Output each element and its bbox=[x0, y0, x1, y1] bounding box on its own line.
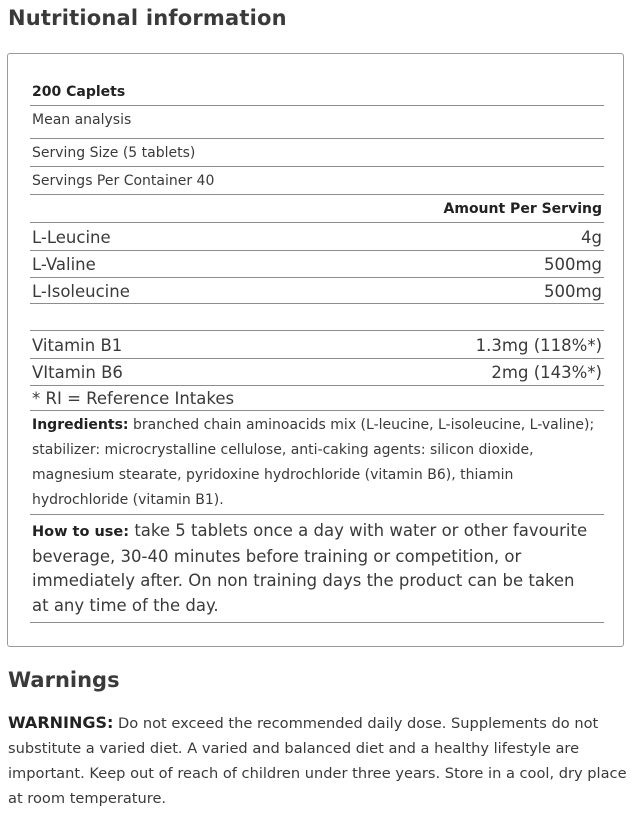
caplets-row bbox=[30, 81, 604, 103]
divider bbox=[30, 250, 604, 251]
divider bbox=[30, 514, 604, 515]
vitamin-name: VItamin B6 bbox=[32, 362, 123, 382]
divider bbox=[30, 622, 604, 623]
ingredients-label: Ingredients: bbox=[32, 417, 129, 433]
divider bbox=[30, 138, 604, 139]
how-to-use-paragraph bbox=[32, 519, 592, 618]
serving-size-label: Serving Size (5 tablets) bbox=[32, 145, 196, 161]
vitamin-row bbox=[30, 333, 604, 357]
vitamin-name: Vitamin B1 bbox=[32, 335, 123, 355]
divider bbox=[30, 222, 604, 223]
nutrient-row bbox=[30, 279, 604, 303]
mean-analysis-row bbox=[30, 109, 604, 131]
divider bbox=[30, 105, 604, 106]
section-title-warnings: Warnings bbox=[8, 668, 120, 692]
serving-size-row bbox=[30, 142, 604, 164]
ingredients-text: branched chain aminoacids mix (L-leucine, L-isoleucine, L-valine); stabilizer: microcrystalline cellulose, anti-caking agents: silicon dioxide, magnesium stearate, pyridoxine hydrochloride (vitamin B6), thiamin hydrochloride (vitamin B1). bbox=[32, 417, 595, 508]
nutrient-value: 4g bbox=[581, 227, 602, 247]
caplets-label: 200 Caplets bbox=[32, 84, 126, 100]
divider bbox=[30, 358, 604, 359]
divider bbox=[30, 303, 604, 304]
mean-analysis-label: Mean analysis bbox=[32, 112, 132, 128]
ri-note: * RI = Reference Intakes bbox=[32, 388, 235, 408]
nutrient-row bbox=[30, 225, 604, 249]
vitamin-value: 2mg (143%*) bbox=[491, 362, 602, 382]
how-to-use-label: How to use: bbox=[32, 524, 130, 540]
divider bbox=[30, 277, 604, 278]
nutrient-name: L-Isoleucine bbox=[32, 281, 130, 301]
nutrient-name: L-Valine bbox=[32, 254, 96, 274]
divider bbox=[30, 194, 604, 195]
divider bbox=[30, 410, 604, 411]
ri-note-row bbox=[30, 386, 604, 410]
nutrient-name: L-Leucine bbox=[32, 227, 111, 247]
warnings-label: WARNINGS: bbox=[8, 713, 114, 732]
nutrient-row bbox=[30, 252, 604, 276]
ingredients-paragraph bbox=[32, 413, 606, 513]
vitamin-value: 1.3mg (118%*) bbox=[475, 335, 602, 355]
warnings-text: Do not exceed the recommended daily dose. Supplements do not substitute a varied diet. A varied and balanced diet and a healthy lifestyle are important. Keep out of reach of children under three years. Store in a cool, dry place at room temperature. bbox=[8, 715, 627, 807]
nutrition-panel bbox=[7, 53, 624, 647]
divider bbox=[30, 166, 604, 167]
how-to-use-text: take 5 tablets once a day with water or other favourite beverage, 30-40 minutes before training or competition, or immediately after. On non training days the product can be taken at any time of the day. bbox=[32, 521, 588, 615]
vitamin-row bbox=[30, 360, 604, 384]
amount-per-serving-header: Amount Per Serving bbox=[443, 201, 602, 217]
servings-per-container-label: Servings Per Container 40 bbox=[32, 173, 215, 189]
nutrient-value: 500mg bbox=[543, 281, 602, 301]
servings-per-container-row bbox=[30, 170, 604, 192]
amount-header-row bbox=[30, 198, 604, 220]
warnings-paragraph bbox=[8, 710, 636, 811]
nutrient-value: 500mg bbox=[543, 254, 602, 274]
section-title-nutritional-information: Nutritional information bbox=[8, 6, 287, 30]
divider bbox=[30, 330, 604, 331]
